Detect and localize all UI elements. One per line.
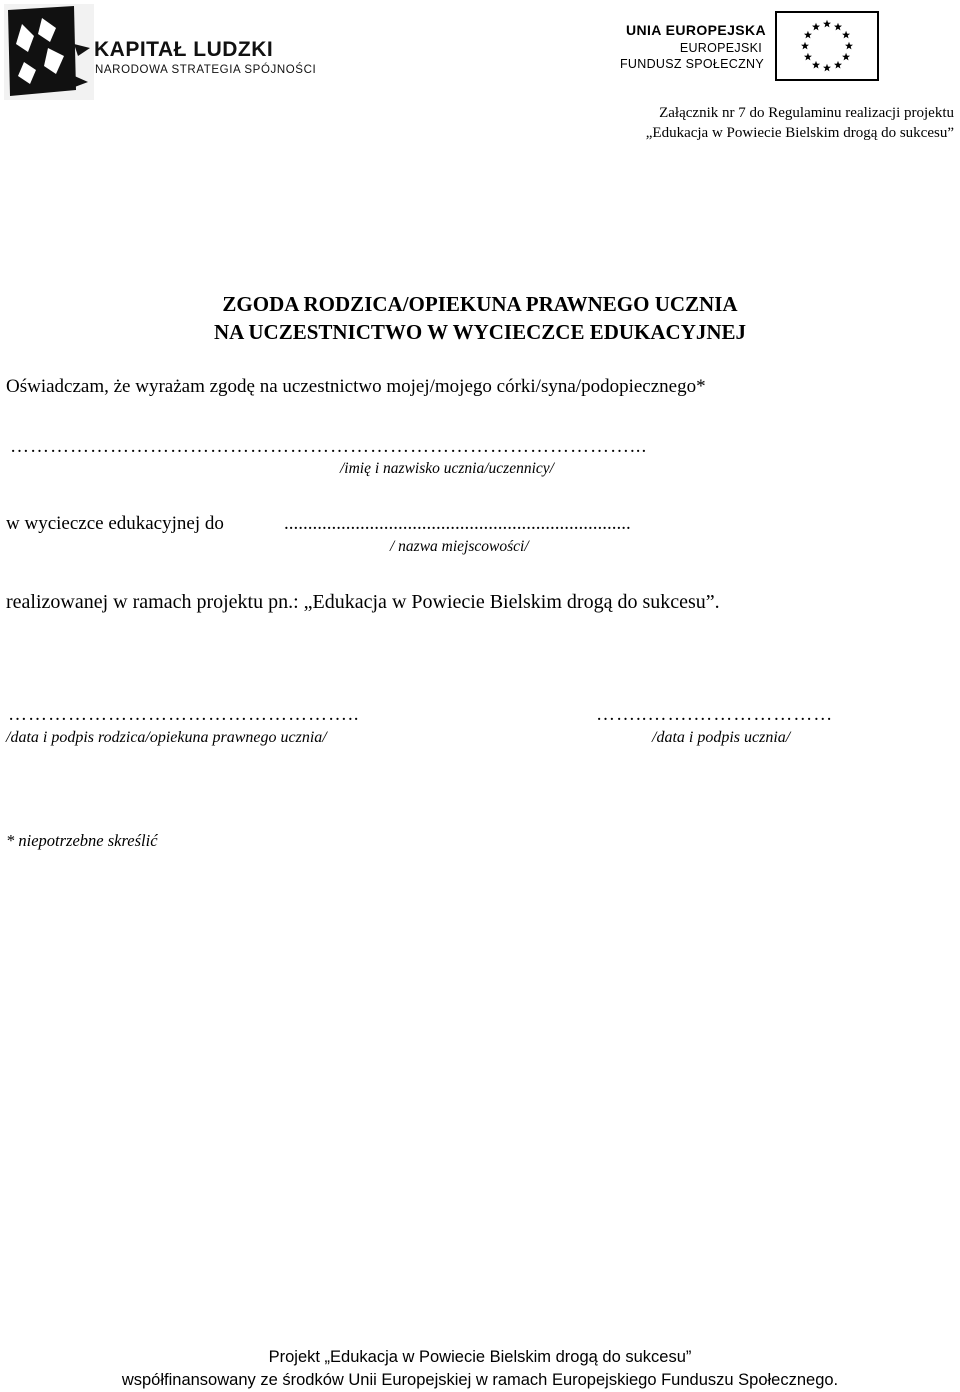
- consent-statement: Oświadczam, że wyrażam zgodę na uczestnictwo mojej/mojego córki/syna/podopiecznego*: [6, 376, 706, 397]
- footer-project-line: Projekt „Edukacja w Powiecie Bielskim drogą do sukcesu”: [268, 1348, 692, 1366]
- parent-signature-field[interactable]: ……………………………………………..: [8, 704, 360, 725]
- footer-funding-line: współfinansowany ze środków Unii Europejskiej w ramach Europejskiego Funduszu Społecznego.: [121, 1371, 839, 1389]
- project-statement: realizowanej w ramach projektu pn.: „Edukacja w Powiecie Bielskim drogą do sukcesu”.: [6, 591, 720, 613]
- eu-logo-line2: EUROPEJSKI: [679, 41, 762, 55]
- eu-logo-line3: FUNDUSZ SPOŁECZNY: [620, 57, 765, 71]
- trip-label: w wycieczce edukacyjnej do: [6, 513, 224, 534]
- eu-logo-line1: UNIA EUROPEJSKA: [626, 22, 767, 38]
- trip-destination-field[interactable]: .........................................................................: [284, 513, 631, 534]
- student-signature-hint: /data i podpis ucznia/: [652, 729, 791, 746]
- document-title-line2: NA UCZESTNICTWO W WYCIECZCE EDUKACYJNEJ: [213, 320, 747, 344]
- student-name-field[interactable]: …………………………………………………………………………………...: [10, 436, 648, 457]
- document-title-line1: ZGODA RODZICA/OPIEKUNA PRAWNEGO UCZNIA: [222, 292, 738, 316]
- kapital-ludzki-subtitle: NARODOWA STRATEGIA SPÓJNOŚCI: [95, 64, 317, 76]
- student-name-hint: /imię i nazwisko ucznia/uczennicy/: [340, 460, 554, 477]
- footnote: * niepotrzebne skreślić: [6, 831, 158, 850]
- eu-flag-icon: [775, 11, 879, 81]
- trip-destination-hint: / nazwa miejscowości/: [390, 538, 529, 555]
- parent-signature-hint: /data i podpis rodzica/opiekuna prawnego ucznia/: [6, 729, 327, 746]
- annex-project-name: „Edukacja w Powiecie Bielskim drogą do sukcesu”: [645, 125, 954, 141]
- annex-reference: Załącznik nr 7 do Regulaminu realizacji projektu: [659, 105, 954, 121]
- kapital-ludzki-title: KAPITAŁ LUDZKI: [94, 38, 274, 61]
- kapital-ludzki-emblem-icon: [4, 4, 94, 100]
- student-signature-field[interactable]: ……..…….…………………: [596, 704, 834, 725]
